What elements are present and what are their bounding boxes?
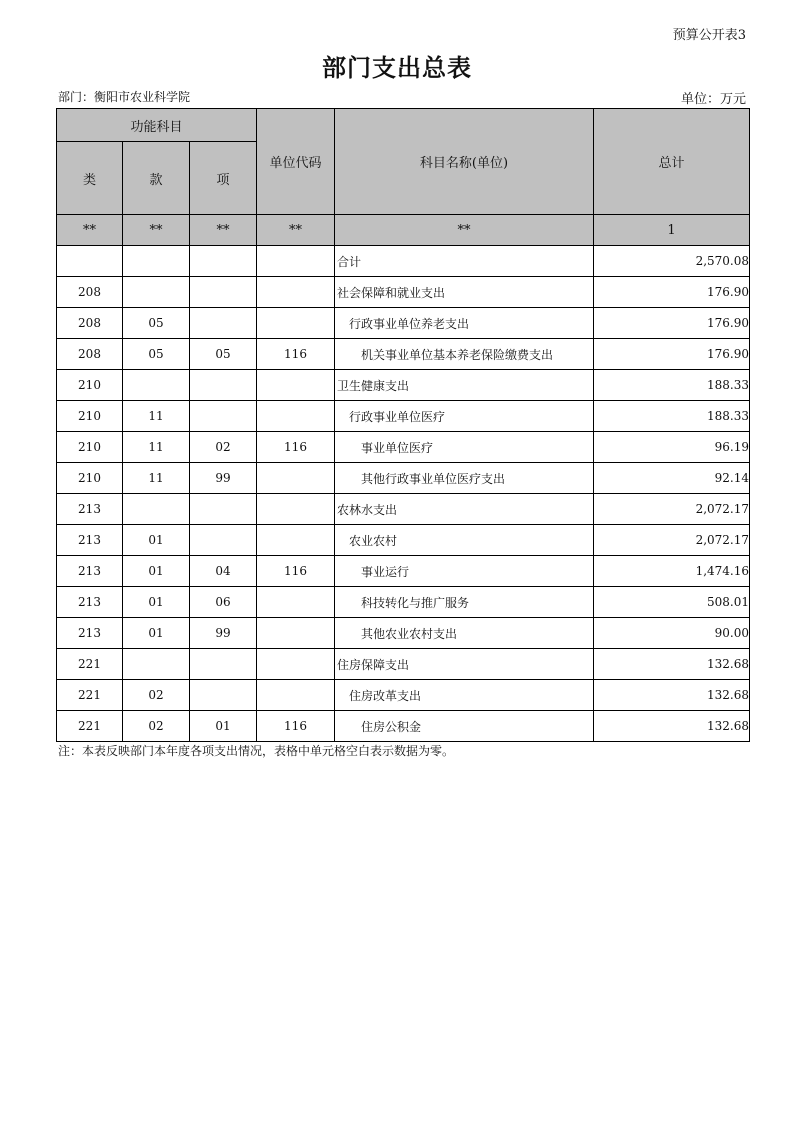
table-row bbox=[57, 370, 750, 401]
unit-code-cell bbox=[257, 308, 335, 339]
table-number: 预算公开表3 bbox=[672, 28, 746, 43]
lei-cell: 221 bbox=[57, 680, 123, 711]
subject-name-cell: 住房改革支出 bbox=[335, 680, 594, 711]
table-row bbox=[57, 494, 750, 525]
unit-code-cell: 116 bbox=[257, 556, 335, 587]
kuan-cell: 11 bbox=[123, 463, 190, 494]
table-row bbox=[57, 587, 750, 618]
subject-name-cell: 合计 bbox=[335, 246, 594, 277]
kuan-cell bbox=[123, 246, 190, 277]
kuan-cell bbox=[123, 494, 190, 525]
total-cell: 176.90 bbox=[594, 277, 750, 308]
unit-code-cell bbox=[257, 277, 335, 308]
unit-code-cell: 116 bbox=[257, 711, 335, 742]
xiang-cell bbox=[190, 680, 257, 711]
unit-code-cell bbox=[257, 401, 335, 432]
subject-name-cell: 科技转化与推广服务 bbox=[335, 587, 594, 618]
lei-cell: 213 bbox=[57, 556, 123, 587]
total-cell: 1,474.16 bbox=[594, 556, 750, 587]
lei-cell: 213 bbox=[57, 525, 123, 556]
xiang-cell bbox=[190, 308, 257, 339]
code-row bbox=[57, 215, 750, 246]
xiang-cell bbox=[190, 277, 257, 308]
total-cell: 188.33 bbox=[594, 401, 750, 432]
code-cell: 1 bbox=[594, 215, 750, 246]
header-kuan: 款 bbox=[123, 142, 190, 215]
unit-code-cell bbox=[257, 370, 335, 401]
subject-name-cell: 农林水支出 bbox=[335, 494, 594, 525]
unit-code-cell bbox=[257, 649, 335, 680]
code-cell: ** bbox=[335, 215, 594, 246]
lei-cell bbox=[57, 246, 123, 277]
table-row bbox=[57, 680, 750, 711]
kuan-cell: 11 bbox=[123, 401, 190, 432]
subject-name-cell: 行政事业单位医疗 bbox=[335, 401, 594, 432]
total-cell: 176.90 bbox=[594, 308, 750, 339]
kuan-cell bbox=[123, 277, 190, 308]
kuan-cell: 02 bbox=[123, 711, 190, 742]
table-row bbox=[57, 711, 750, 742]
table-row bbox=[57, 525, 750, 556]
header-xiang: 项 bbox=[190, 142, 257, 215]
total-cell: 2,072.17 bbox=[594, 494, 750, 525]
table-row bbox=[57, 463, 750, 494]
kuan-cell bbox=[123, 649, 190, 680]
header-subject-name: 科目名称(单位) bbox=[335, 109, 594, 215]
lei-cell: 221 bbox=[57, 711, 123, 742]
unit-code-cell bbox=[257, 246, 335, 277]
kuan-cell: 05 bbox=[123, 308, 190, 339]
subject-name-cell: 住房公积金 bbox=[335, 711, 594, 742]
total-cell: 90.00 bbox=[594, 618, 750, 649]
kuan-cell: 01 bbox=[123, 556, 190, 587]
lei-cell: 210 bbox=[57, 401, 123, 432]
subject-name-cell: 行政事业单位养老支出 bbox=[335, 308, 594, 339]
kuan-cell: 01 bbox=[123, 618, 190, 649]
total-cell: 188.33 bbox=[594, 370, 750, 401]
header-total: 总计 bbox=[594, 109, 750, 215]
code-cell: ** bbox=[123, 215, 190, 246]
lei-cell: 221 bbox=[57, 649, 123, 680]
total-cell: 132.68 bbox=[594, 649, 750, 680]
total-cell: 132.68 bbox=[594, 680, 750, 711]
table-row bbox=[57, 308, 750, 339]
kuan-cell: 01 bbox=[123, 587, 190, 618]
lei-cell: 210 bbox=[57, 370, 123, 401]
unit-code-cell bbox=[257, 618, 335, 649]
page-title: 部门支出总表 bbox=[322, 54, 472, 82]
department-label: 部门：衡阳市农业科学院 bbox=[58, 90, 191, 104]
total-cell: 92.14 bbox=[594, 463, 750, 494]
kuan-cell: 11 bbox=[123, 432, 190, 463]
xiang-cell bbox=[190, 525, 257, 556]
code-cell: ** bbox=[257, 215, 335, 246]
lei-cell: 213 bbox=[57, 494, 123, 525]
lei-cell: 208 bbox=[57, 339, 123, 370]
code-cell: ** bbox=[190, 215, 257, 246]
xiang-cell bbox=[190, 494, 257, 525]
unit-code-cell bbox=[257, 494, 335, 525]
total-cell: 2,072.17 bbox=[594, 525, 750, 556]
xiang-cell: 06 bbox=[190, 587, 257, 618]
xiang-cell: 01 bbox=[190, 711, 257, 742]
subject-name-cell: 事业运行 bbox=[335, 556, 594, 587]
unit-code-cell bbox=[257, 680, 335, 711]
subject-name-cell: 卫生健康支出 bbox=[335, 370, 594, 401]
total-cell: 132.68 bbox=[594, 711, 750, 742]
total-cell: 96.19 bbox=[594, 432, 750, 463]
unit-code-cell: 116 bbox=[257, 432, 335, 463]
unit-code-cell bbox=[257, 587, 335, 618]
table-row bbox=[57, 556, 750, 587]
subject-name-cell: 其他行政事业单位医疗支出 bbox=[335, 463, 594, 494]
xiang-cell bbox=[190, 401, 257, 432]
xiang-cell: 05 bbox=[190, 339, 257, 370]
lei-cell: 213 bbox=[57, 618, 123, 649]
subject-name-cell: 住房保障支出 bbox=[335, 649, 594, 680]
unit-code-cell bbox=[257, 525, 335, 556]
lei-cell: 208 bbox=[57, 277, 123, 308]
footnote: 注：本表反映部门本年度各项支出情况，表格中单元格空白表示数据为零。 bbox=[58, 744, 455, 758]
expenditure-table bbox=[56, 108, 750, 742]
kuan-cell bbox=[123, 370, 190, 401]
unit-code-cell: 116 bbox=[257, 339, 335, 370]
lei-cell: 210 bbox=[57, 432, 123, 463]
xiang-cell: 99 bbox=[190, 463, 257, 494]
unit-label: 单位：万元 bbox=[680, 92, 746, 107]
lei-cell: 210 bbox=[57, 463, 123, 494]
total-cell: 176.90 bbox=[594, 339, 750, 370]
header-lei: 类 bbox=[57, 142, 123, 215]
xiang-cell bbox=[190, 649, 257, 680]
lei-cell: 213 bbox=[57, 587, 123, 618]
code-cell: ** bbox=[57, 215, 123, 246]
kuan-cell: 05 bbox=[123, 339, 190, 370]
table-row bbox=[57, 339, 750, 370]
lei-cell: 208 bbox=[57, 308, 123, 339]
xiang-cell: 99 bbox=[190, 618, 257, 649]
total-cell: 508.01 bbox=[594, 587, 750, 618]
subject-name-cell: 社会保障和就业支出 bbox=[335, 277, 594, 308]
subject-name-cell: 其他农业农村支出 bbox=[335, 618, 594, 649]
subject-name-cell: 农业农村 bbox=[335, 525, 594, 556]
table-row bbox=[57, 618, 750, 649]
table-row bbox=[57, 649, 750, 680]
kuan-cell: 02 bbox=[123, 680, 190, 711]
header-unit-code: 单位代码 bbox=[257, 109, 335, 215]
table-row bbox=[57, 277, 750, 308]
subject-name-cell: 事业单位医疗 bbox=[335, 432, 594, 463]
kuan-cell: 01 bbox=[123, 525, 190, 556]
xiang-cell: 02 bbox=[190, 432, 257, 463]
table-row bbox=[57, 246, 750, 277]
unit-code-cell bbox=[257, 463, 335, 494]
total-cell: 2,570.08 bbox=[594, 246, 750, 277]
subject-name-cell: 机关事业单位基本养老保险缴费支出 bbox=[335, 339, 594, 370]
xiang-cell bbox=[190, 370, 257, 401]
xiang-cell: 04 bbox=[190, 556, 257, 587]
table-row bbox=[57, 401, 750, 432]
table-row bbox=[57, 432, 750, 463]
xiang-cell bbox=[190, 246, 257, 277]
header-function-subject: 功能科目 bbox=[57, 109, 257, 142]
